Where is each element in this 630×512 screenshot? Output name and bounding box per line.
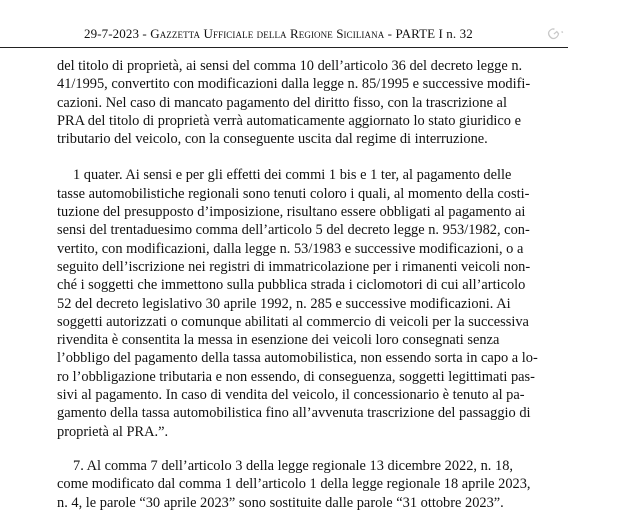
watermark-stamp: G. [543,21,567,45]
text-line: PRA del titolo di proprietà verrà automaticamente aggiornato lo stato giuridico e [57,112,521,129]
paragraph-spacer [57,148,544,166]
text-line: tasse automobilistiche regionali sono tenuti coloro i quali, al momento della costi- [57,185,530,202]
text-line: come modificato dal comma 1 dell’articolo 1 della legge regionale 18 aprile 2023, [57,476,531,493]
text-line: 52 del decreto legislativo 30 aprile 1992, n. 285 e successive modificazioni. Ai [57,295,511,312]
header-rule [0,47,568,48]
paragraph [57,457,544,512]
text-line: soggetti autorizzati o comunque abilitati al commercio di veicoli per la successiva [57,313,529,330]
text-line: ché i soggetti che immettono sulla pubblica strada i ciclomotori di cui all’articolo [57,277,526,294]
text-line: sivi al pagamento. In caso di vendita del veicolo, il concessionario è tenuto al pa- [57,387,525,404]
text-line: gamento della tassa automobilistica fino all’avvenuta trascrizione del passaggio di [57,405,531,422]
text-line: tuzione del presupposto d’imposizione, risultano essere obbligati al pagamento ai [57,204,526,221]
header-date: 29-7-2023 [84,26,140,41]
text-line: 7. Al comma 7 dell’articolo 3 della legge regionale 13 dicembre 2022, n. 18, [73,457,513,474]
text-line: 41/1995, convertito con modificazioni dalla legge n. 85/1995 e successive modifi- [57,76,531,93]
document-body [57,57,544,512]
header-separator: - [384,26,396,41]
header-separator: - [139,26,151,41]
text-line: del titolo di proprietà, ai sensi del comma 10 dell’articolo 36 del decreto legge n. [57,58,523,74]
text-line: ro l’obbligazione tributaria e non essendo, di conseguenza, soggetti legittimati pas- [57,368,535,385]
text-line: 1 quater. Ai sensi e per gli effetti dei commi 1 bis e 1 ter, al pagamento delle [73,167,512,184]
text-line: proprietà al PRA.”. [57,423,169,440]
header-issue-number: n. 32 [442,26,473,41]
text-line: l’obbligo del pagamento della tassa automobilistica, non essendo sorta in capo a lo- [57,350,538,367]
paragraph [57,166,544,440]
header-part: PARTE I [395,26,443,41]
text-line: vertito, con modificazioni, dalla legge n. 53/1983 e successive modificazioni, o a [57,240,524,257]
text-line: sensi del trentaduesimo comma dell’articolo 5 del decreto legge n. 953/1982, con- [57,222,530,239]
text-line: seguito dell’iscrizione nei registri di immatricolazione per i rimanenti veicoli non- [57,258,531,275]
gazette-title: Gazzetta Ufficiale della Regione Siciliana [150,26,385,41]
text-line: tributario del veicolo, con la conseguente uscita dal regime di interruzione. [57,131,488,148]
text-line: cazioni. Nel caso di mancato pagamento del diritto fisso, con la trascrizione al [57,94,507,111]
text-line: n. 4, le parole “30 aprile 2023” sono sostituite dalle parole “31 ottobre 2023”. [57,494,504,511]
paragraph-spacer [57,441,544,457]
page-header [84,26,524,42]
text-line: rivendita è consentita la messa in esenzione dei veicoli loro consegnati senza [57,332,500,349]
paragraph [57,57,544,148]
